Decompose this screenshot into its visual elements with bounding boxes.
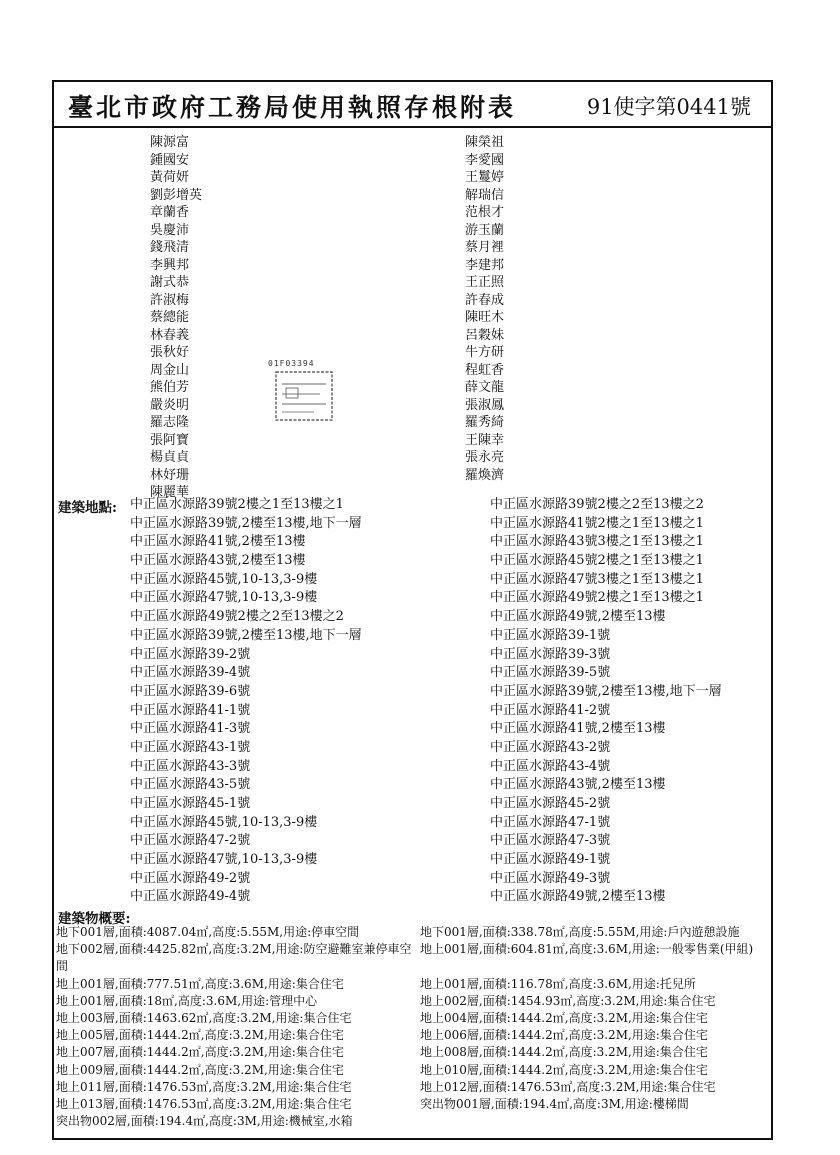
overview-spacer bbox=[420, 958, 772, 975]
address-item: 中正區水源路43-5號 bbox=[130, 777, 251, 793]
address-item: 中正區水源路47號,10-13,3-9樓 bbox=[130, 852, 318, 868]
overview-item: 突出物002層,面積:194.4㎡,高度:3M,用途:機械室,水箱 bbox=[56, 1114, 353, 1129]
address-item: 中正區水源路41-1號 bbox=[130, 702, 251, 718]
name-item: 許春成 bbox=[465, 292, 505, 308]
address-item: 中正區水源路45號2樓之1至13樓之1 bbox=[490, 553, 704, 569]
overview-item: 地上008層,面積:1444.2㎡,高度:3.2M,用途:集合住宅 bbox=[420, 1045, 708, 1060]
name-item: 謝式恭 bbox=[150, 275, 190, 290]
name-item: 黃荷妍 bbox=[150, 170, 190, 185]
overview-item: 地上006層,面積:1444.2㎡,高度:3.2M,用途:集合住宅 bbox=[420, 1028, 708, 1043]
address-item: 中正區水源路49-3號 bbox=[490, 870, 611, 886]
name-item: 羅志隆 bbox=[150, 415, 190, 430]
name-item: 游玉蘭 bbox=[465, 222, 505, 238]
address-item: 中正區水源路39號,2樓至13樓,地下一層 bbox=[490, 683, 722, 699]
address-item: 中正區水源路47-2號 bbox=[130, 833, 251, 849]
overview-item: 地上001層,面積:604.81㎡,高度:3.6M,用途:一般零售業(甲組) bbox=[420, 942, 754, 957]
permit-number: 91使字第0441號 bbox=[586, 95, 751, 119]
address-item: 中正區水源路39號2樓之1至13樓之1 bbox=[130, 497, 344, 512]
address-item: 中正區水源路49號2樓之1至13樓之1 bbox=[490, 590, 704, 606]
name-item: 楊貞貞 bbox=[150, 450, 190, 465]
address-item: 中正區水源路41-2號 bbox=[490, 702, 611, 718]
name-item: 錢飛清 bbox=[150, 240, 190, 255]
overview-item: 地下001層,面積:4087.04㎡,高度:5.55M,用途:停車空間 bbox=[56, 925, 360, 939]
overview-item: 地下001層,面積:338.78㎡,高度:5.55M,用途:戶內遊憩設施 bbox=[420, 925, 740, 939]
document-frame bbox=[52, 80, 773, 1140]
address-item: 中正區水源路39號,2樓至13樓,地下一層 bbox=[130, 627, 362, 643]
address-item: 中正區水源路39-6號 bbox=[130, 683, 251, 699]
overview-item: 地上003層,面積:1463.62㎡,高度:3.2M,用途:集合住宅 bbox=[56, 1011, 352, 1026]
name-item: 張秋好 bbox=[150, 345, 190, 360]
address-item: 中正區水源路49-2號 bbox=[130, 870, 251, 886]
overview-item: 地下002層,面積:4425.82㎡,高度:3.2M,用途:防空避難室兼停車空間 bbox=[56, 942, 412, 974]
name-item: 陳源富 bbox=[150, 135, 190, 150]
address-item: 中正區水源路43-2號 bbox=[490, 739, 611, 755]
names-left-list bbox=[150, 134, 202, 502]
names-right-list bbox=[465, 134, 504, 484]
name-item: 范根才 bbox=[465, 205, 505, 220]
name-item: 張永亮 bbox=[465, 450, 505, 465]
name-item: 蔡總能 bbox=[150, 310, 190, 325]
overview-item: 地上001層,面積:116.78㎡,高度:3.6M,用途:托兒所 bbox=[420, 976, 696, 991]
name-item: 王正照 bbox=[465, 275, 505, 290]
address-item: 中正區水源路49號,2樓至13樓 bbox=[490, 609, 666, 625]
name-item: 羅秀綺 bbox=[465, 415, 505, 430]
name-item: 林春義 bbox=[150, 327, 190, 343]
name-item: 陳旺木 bbox=[465, 310, 505, 325]
name-item: 張阿寶 bbox=[150, 432, 190, 448]
name-item: 林妤珊 bbox=[150, 467, 190, 483]
address-item: 中正區水源路41-3號 bbox=[130, 721, 251, 737]
name-item: 牛方研 bbox=[465, 345, 505, 360]
name-item: 王鬘婷 bbox=[465, 170, 505, 185]
name-item: 陳榮祖 bbox=[465, 135, 505, 150]
name-item: 熊伯芳 bbox=[150, 380, 190, 395]
overview-item: 地上013層,面積:1476.53㎡,高度:3.2M,用途:集合住宅 bbox=[56, 1097, 352, 1112]
address-item: 中正區水源路39-1號 bbox=[490, 627, 611, 643]
name-item: 吳慶沛 bbox=[150, 222, 190, 238]
address-item: 中正區水源路43-4號 bbox=[490, 758, 611, 774]
address-item: 中正區水源路39-2號 bbox=[130, 646, 251, 662]
address-item: 中正區水源路47-1號 bbox=[490, 814, 611, 830]
name-item: 呂穀妹 bbox=[465, 327, 505, 343]
overview-item: 突出物001層,面積:194.4㎡,高度:3M,用途:樓梯間 bbox=[420, 1097, 689, 1112]
overview-item: 地上009層,面積:1444.2㎡,高度:3.2M,用途:集合住宅 bbox=[56, 1062, 344, 1077]
address-right-list bbox=[490, 496, 722, 907]
name-item: 李愛國 bbox=[465, 152, 505, 168]
address-item: 中正區水源路45號,10-13,3-9樓 bbox=[130, 814, 318, 830]
name-item: 章蘭香 bbox=[150, 205, 190, 220]
name-item: 薛文龍 bbox=[465, 380, 505, 395]
address-item: 中正區水源路47號3樓之1至13樓之1 bbox=[490, 571, 704, 587]
name-item: 李興邦 bbox=[150, 257, 190, 273]
overview-item: 地上001層,面積:18㎡,高度:3.6M,用途:管理中心 bbox=[56, 993, 318, 1008]
overview-item: 地上005層,面積:1444.2㎡,高度:3.2M,用途:集合住宅 bbox=[56, 1028, 344, 1043]
address-item: 中正區水源路43-3號 bbox=[130, 758, 251, 774]
name-item: 劉彭增英 bbox=[150, 187, 203, 203]
name-item: 解瑞信 bbox=[465, 187, 505, 203]
address-item: 中正區水源路39-3號 bbox=[490, 646, 611, 662]
stamp-number: 01F03394 bbox=[268, 359, 315, 368]
name-item: 蔡月裡 bbox=[465, 240, 505, 255]
overview-item: 地上011層,面積:1476.53㎡,高度:3.2M,用途:集合住宅 bbox=[56, 1079, 352, 1094]
overview-item: 地上010層,面積:1444.2㎡,高度:3.2M,用途:集合住宅 bbox=[420, 1062, 708, 1077]
address-item: 中正區水源路45-1號 bbox=[130, 796, 251, 811]
name-item: 羅煥濟 bbox=[465, 467, 505, 483]
address-item: 中正區水源路39號,2樓至13樓,地下一層 bbox=[130, 515, 362, 531]
address-item: 中正區水源路45-2號 bbox=[490, 796, 611, 811]
overview-item: 地上012層,面積:1476.53㎡,高度:3.2M,用途:集合住宅 bbox=[420, 1079, 716, 1094]
name-item: 鍾國安 bbox=[150, 152, 190, 168]
overview-left-list bbox=[56, 924, 416, 1130]
overview-item: 地上002層,面積:1454.93㎡,高度:3.2M,用途:集合住宅 bbox=[420, 993, 716, 1008]
name-item: 陳麗華 bbox=[150, 485, 190, 500]
office-stamp-icon bbox=[270, 362, 338, 426]
address-item: 中正區水源路43號3樓之1至13樓之1 bbox=[490, 534, 704, 550]
address-item: 中正區水源路43-1號 bbox=[130, 739, 251, 755]
name-item: 許淑梅 bbox=[150, 292, 190, 308]
address-item: 中正區水源路41號,2樓至13樓 bbox=[490, 721, 666, 737]
overview-item: 地上001層,面積:777.51㎡,高度:3.6M,用途:集合住宅 bbox=[56, 976, 344, 991]
address-left-list bbox=[130, 496, 362, 907]
overview-item: 地上007層,面積:1444.2㎡,高度:3.2M,用途:集合住宅 bbox=[56, 1045, 344, 1060]
address-item: 中正區水源路47-3號 bbox=[490, 833, 611, 849]
overview-label: 建築物概要: bbox=[58, 911, 131, 927]
address-item: 中正區水源路39號2樓之2至13樓之2 bbox=[490, 497, 704, 512]
name-item: 程虹香 bbox=[465, 362, 505, 378]
address-item: 中正區水源路41號2樓之1至13樓之1 bbox=[490, 515, 704, 531]
address-item: 中正區水源路39-5號 bbox=[490, 665, 611, 681]
name-item: 張淑鳳 bbox=[465, 397, 505, 413]
address-item: 中正區水源路47號,10-13,3-9樓 bbox=[130, 590, 318, 606]
name-item: 王陳幸 bbox=[465, 432, 505, 448]
address-item: 中正區水源路49-4號 bbox=[130, 889, 251, 905]
address-label: 建築地點: bbox=[58, 500, 117, 516]
address-item: 中正區水源路49號2樓之2至13樓之2 bbox=[130, 609, 344, 625]
address-item: 中正區水源路43號,2樓至13樓 bbox=[490, 777, 666, 793]
address-item: 中正區水源路41號,2樓至13樓 bbox=[130, 534, 306, 550]
address-item: 中正區水源路39-4號 bbox=[130, 665, 251, 681]
address-item: 中正區水源路43號,2樓至13樓 bbox=[130, 553, 306, 569]
address-item: 中正區水源路45號,10-13,3-9樓 bbox=[130, 571, 318, 587]
name-item: 嚴炎明 bbox=[150, 397, 190, 413]
overview-item: 地上004層,面積:1444.2㎡,高度:3.2M,用途:集合住宅 bbox=[420, 1011, 708, 1025]
address-item: 中正區水源路49號,2樓至13樓 bbox=[490, 889, 666, 905]
address-item: 中正區水源路49-1號 bbox=[490, 852, 611, 868]
overview-right-list bbox=[420, 924, 772, 1113]
name-item: 周金山 bbox=[150, 362, 190, 378]
document-header bbox=[54, 82, 771, 128]
name-item: 李建邦 bbox=[465, 257, 505, 273]
document-title: 臺北市政府工務局使用執照存根附表 bbox=[68, 93, 517, 122]
